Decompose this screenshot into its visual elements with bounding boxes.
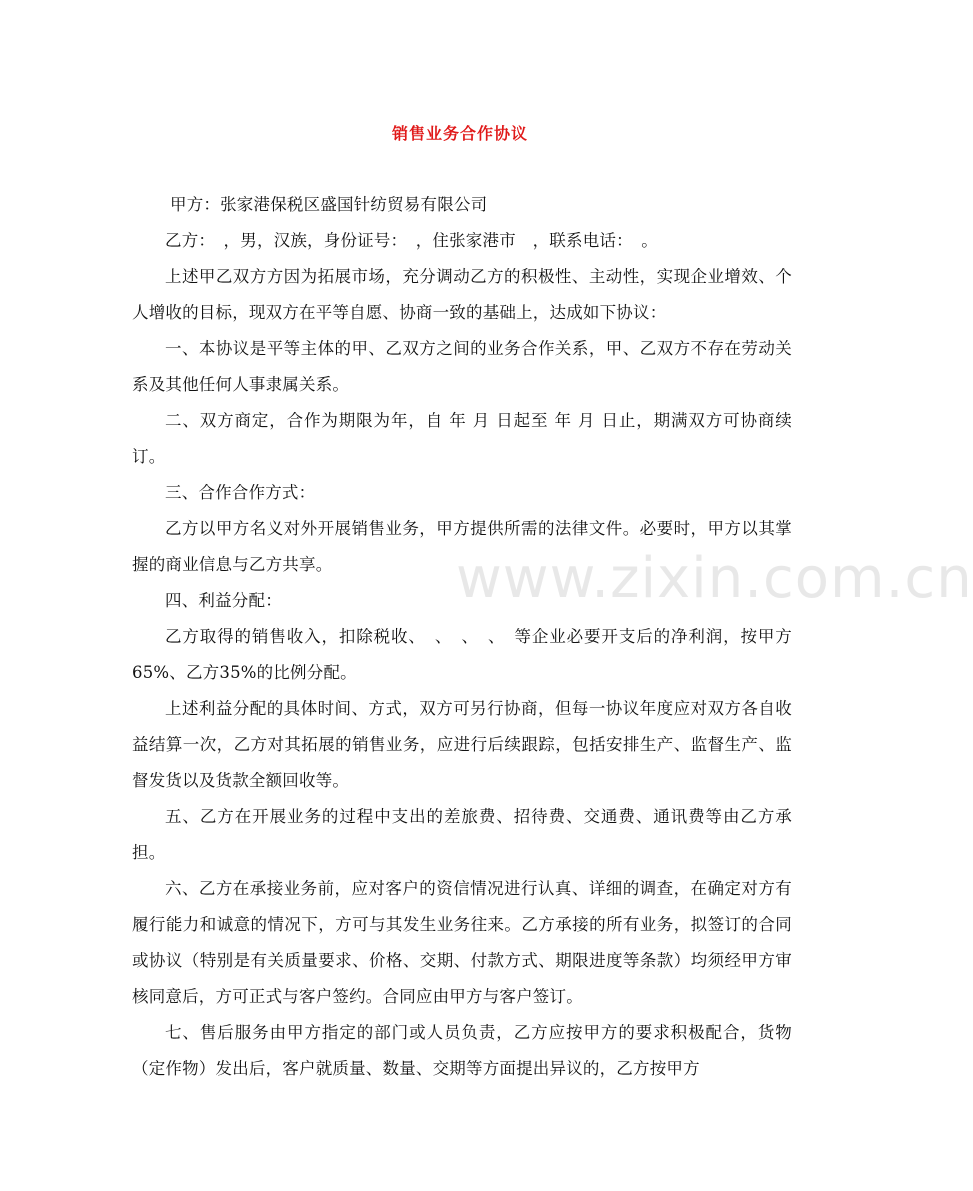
party-a-line: 甲方：张家港保税区盛国针纺贸易有限公司 <box>170 195 488 214</box>
clause-1-paragraph: 一、本协议是平等主体的甲、乙双方之间的业务合作关系，甲、乙双方不存在劳动关系及其他任何人事隶属关系。 <box>132 339 792 394</box>
clause-4-detail-paragraph: 上述利益分配的具体时间、方式，双方可另行协商，但每一协议年度应对双方各自收益结算一次，乙方对其拓展的销售业务，应进行后续跟踪，包括安排生产、监督生产、监督发货以及货款全额回收等。 <box>132 699 792 790</box>
clause-6-paragraph: 六、乙方在承接业务前，应对客户的资信情况进行认真、详细的调查，在确定对方有履行能力和诚意的情况下，方可与其发生业务往来。乙方承接的所有业务，拟签订的合同或协议（特别是有关质量要求、价格、交期、付款方式、期限进度等条款）均须经甲方审核同意后，方可正式与客户签约。合同应由甲方与客户签订。 <box>132 879 792 1006</box>
preamble-paragraph: 上述甲乙双方方因为拓展市场，充分调动乙方的积极性、主动性，实现企业增效、个人增收的目标，现双方在平等自愿、协商一致的基础上，达成如下协议： <box>132 267 792 322</box>
document-body <box>132 187 792 1087</box>
clause-2-paragraph: 二、双方商定，合作为期限为年，自 年 月 日起至 年 月 日止，期满双方可协商续订。 <box>132 411 792 466</box>
clause-5-paragraph: 五、乙方在开展业务的过程中支出的差旅费、招待费、交通费、通讯费等由乙方承担。 <box>132 807 792 862</box>
clause-4-heading: 四、利益分配： <box>165 591 282 610</box>
watermark-text: www.zixin.com.cn <box>456 546 973 611</box>
party-b-line: 乙方： ，男，汉族，身份证号： ，住张家港市 ，联系电话： 。 <box>165 231 658 250</box>
clause-3-heading: 三、合作合作方式： <box>165 483 316 502</box>
clause-3-paragraph: 乙方以甲方名义对外开展销售业务，甲方提供所需的法律文件。必要时，甲方以其掌握的商业信息与乙方共享。 <box>132 519 792 574</box>
clause-4-paragraph: 乙方取得的销售收入，扣除税收、 、 、 、 等企业必要开支后的净利润，按甲方65%、乙方35%的比例分配。 <box>132 627 792 682</box>
clause-7-paragraph: 七、售后服务由甲方指定的部门或人员负责，乙方应按甲方的要求积极配合，货物（定作物）发出后，客户就质量、数量、交期等方面提出异议的，乙方按甲方 <box>132 1023 792 1078</box>
document-title: 销售业务合作协议 <box>391 124 528 143</box>
